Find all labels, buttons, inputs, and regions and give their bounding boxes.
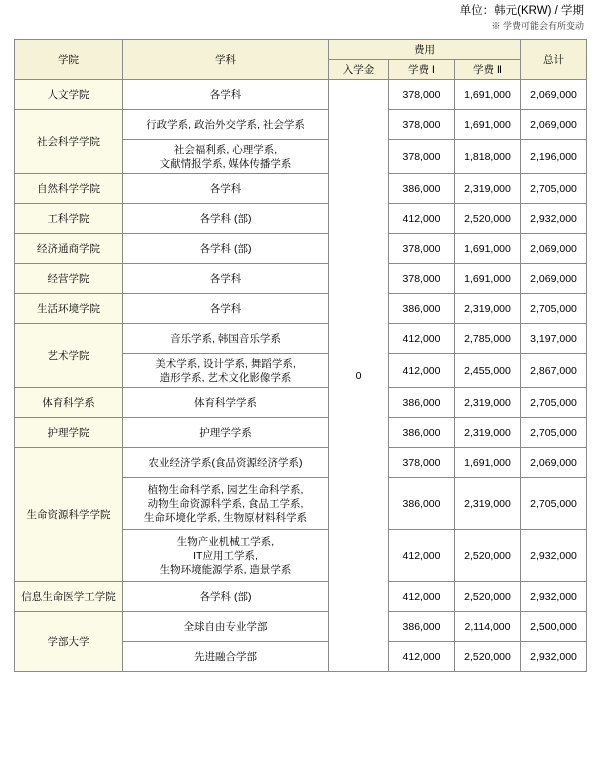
cell-college: 体育科学系 [15,388,123,418]
header-row-1 [15,40,587,60]
table-row [15,234,587,264]
tuition-fee-table [14,39,587,672]
cell-college: 社会科学学院 [15,110,123,174]
cell-tuition-2: 2,520,000 [455,582,521,612]
cell-major: 各学科 [123,294,329,324]
cell-total: 2,069,000 [521,80,587,110]
cell-tuition-2: 1,691,000 [455,234,521,264]
cell-major: 护理学学系 [123,418,329,448]
table-row [15,204,587,234]
cell-tuition-2: 2,319,000 [455,388,521,418]
cell-total: 2,932,000 [521,204,587,234]
cell-total: 2,705,000 [521,478,587,530]
cell-total: 2,867,000 [521,354,587,388]
cell-tuition-1: 412,000 [389,354,455,388]
cell-college: 生活环境学院 [15,294,123,324]
cell-total: 3,197,000 [521,324,587,354]
table-row [15,612,587,642]
cell-tuition-1: 412,000 [389,642,455,672]
table-body [15,80,587,672]
cell-college: 自然科学学院 [15,174,123,204]
cell-tuition-1: 412,000 [389,582,455,612]
header-fee-group: 费用 [329,40,521,60]
cell-college: 艺术学院 [15,324,123,388]
cell-tuition-1: 378,000 [389,264,455,294]
cell-college: 经济通商学院 [15,234,123,264]
table-row [15,110,587,140]
cell-tuition-2: 1,691,000 [455,110,521,140]
cell-major: 各学科 (部) [123,582,329,612]
cell-tuition-2: 2,520,000 [455,204,521,234]
header-tuition-2: 学费 Ⅱ [455,60,521,80]
cell-total: 2,069,000 [521,234,587,264]
cell-tuition-1: 386,000 [389,612,455,642]
cell-tuition-2: 1,691,000 [455,80,521,110]
header-admission-fee: 入学金 [329,60,389,80]
cell-major: 各学科 (部) [123,204,329,234]
cell-major: 音乐学系, 韩国音乐学系 [123,324,329,354]
cell-tuition-1: 412,000 [389,530,455,582]
cell-total: 2,705,000 [521,294,587,324]
cell-total: 2,196,000 [521,140,587,174]
header-notes [14,0,586,33]
table-row [15,264,587,294]
table-row [15,448,587,478]
table-row [15,418,587,448]
cell-college: 工科学院 [15,204,123,234]
cell-major: 体育科学学系 [123,388,329,418]
cell-tuition-1: 386,000 [389,388,455,418]
cell-total: 2,705,000 [521,418,587,448]
table-row [15,174,587,204]
cell-major: 各学科 [123,174,329,204]
cell-college: 信息生命医学工学院 [15,582,123,612]
cell-major: 各学科 [123,264,329,294]
cell-tuition-2: 1,691,000 [455,448,521,478]
header-total: 总计 [521,40,587,80]
cell-total: 2,932,000 [521,530,587,582]
cell-total: 2,932,000 [521,582,587,612]
cell-college: 经营学院 [15,264,123,294]
cell-tuition-2: 2,520,000 [455,530,521,582]
cell-tuition-2: 1,818,000 [455,140,521,174]
table-row [15,80,587,110]
cell-major: 行政学系, 政治外交学系, 社会学系 [123,110,329,140]
cell-tuition-2: 2,319,000 [455,478,521,530]
cell-tuition-2: 1,691,000 [455,264,521,294]
table-head [15,40,587,80]
cell-tuition-2: 2,455,000 [455,354,521,388]
cell-major: 美术学系, 设计学系, 舞蹈学系, 造形学系, 艺术文化影像学系 [123,354,329,388]
cell-total: 2,069,000 [521,448,587,478]
table-row [15,388,587,418]
fee-change-disclaimer: ※ 学费可能会有所变动 [491,21,584,31]
cell-major: 植物生命科学系, 园艺生命科学系, 动物生命资源科学系, 食品工学系, 生命环境化学系, 生物原材料科学系 [123,478,329,530]
cell-tuition-1: 378,000 [389,140,455,174]
cell-tuition-2: 2,319,000 [455,418,521,448]
cell-college: 护理学院 [15,418,123,448]
table-row [15,582,587,612]
cell-total: 2,500,000 [521,612,587,642]
cell-tuition-1: 386,000 [389,478,455,530]
cell-college: 生命资源科学学院 [15,448,123,582]
cell-tuition-2: 2,785,000 [455,324,521,354]
cell-tuition-2: 2,114,000 [455,612,521,642]
cell-tuition-1: 378,000 [389,448,455,478]
cell-college: 人文学院 [15,80,123,110]
table-row [15,324,587,354]
cell-tuition-1: 386,000 [389,418,455,448]
header-college: 学院 [15,40,123,80]
cell-major: 各学科 [123,80,329,110]
cell-total: 2,069,000 [521,264,587,294]
cell-total: 2,932,000 [521,642,587,672]
cell-total: 2,069,000 [521,110,587,140]
cell-major: 社会福利系, 心理学系, 文献情报学系, 媒体传播学系 [123,140,329,174]
header-major: 学科 [123,40,329,80]
cell-tuition-1: 386,000 [389,294,455,324]
cell-college: 学部大学 [15,612,123,672]
cell-total: 2,705,000 [521,388,587,418]
cell-tuition-2: 2,319,000 [455,294,521,324]
cell-tuition-1: 412,000 [389,204,455,234]
cell-major: 农业经济学系(食品资源经济学系) [123,448,329,478]
cell-tuition-1: 378,000 [389,110,455,140]
cell-tuition-1: 378,000 [389,234,455,264]
cell-major: 先进融合学部 [123,642,329,672]
cell-tuition-1: 378,000 [389,80,455,110]
cell-major: 各学科 (部) [123,234,329,264]
cell-tuition-2: 2,319,000 [455,174,521,204]
currency-unit-note: 单位：韩元(KRW) / 学期 [459,5,584,17]
cell-tuition-1: 386,000 [389,174,455,204]
cell-major: 生物产业机械工学系, IT应用工学系, 生物环境能源学系, 造景学系 [123,530,329,582]
cell-total: 2,705,000 [521,174,587,204]
table-row [15,294,587,324]
cell-tuition-1: 412,000 [389,324,455,354]
cell-admission-fee: 0 [329,80,389,672]
cell-tuition-2: 2,520,000 [455,642,521,672]
cell-major: 全球自由专业学部 [123,612,329,642]
header-tuition-1: 学费 Ⅰ [389,60,455,80]
